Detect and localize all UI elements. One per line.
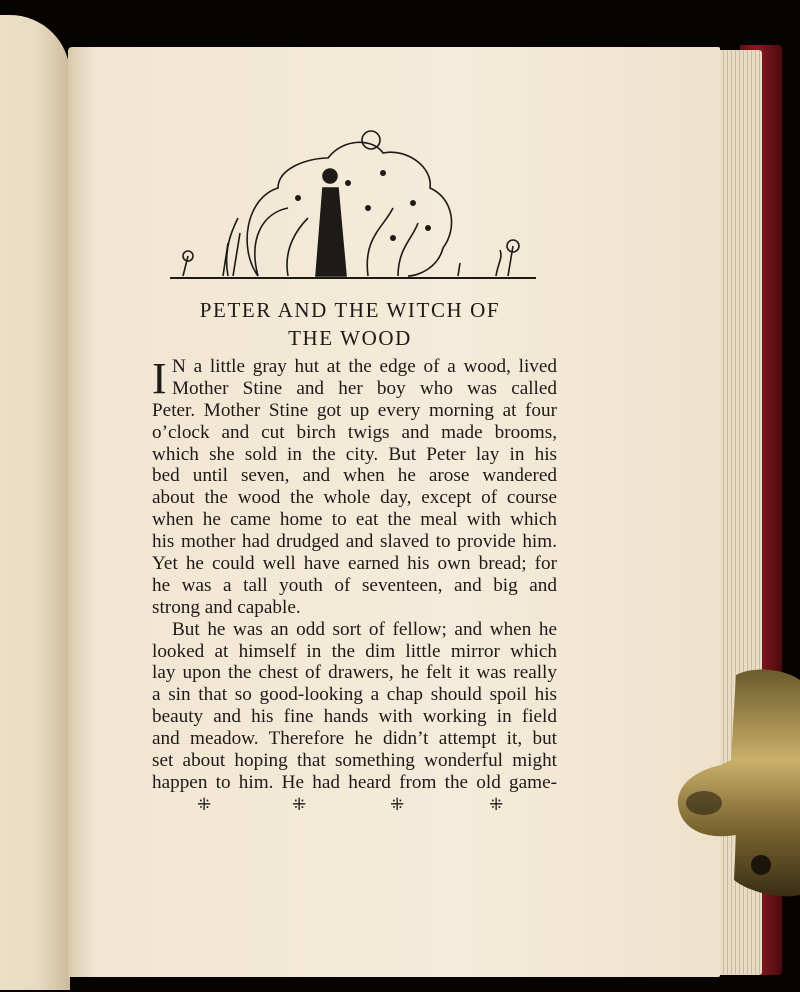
- text-line: beauty and his fine hands with working in field: [152, 706, 557, 728]
- brass-clasp: [676, 665, 800, 900]
- text-line: lay upon the chest of drawers, he felt it was really: [152, 662, 557, 684]
- ornament-icon: ⁜: [197, 795, 212, 814]
- text-line: looked at himself in the dim little mirror which: [152, 640, 557, 662]
- text-line: Yet he could well have earned his own bread; for: [152, 553, 557, 575]
- text-line: about the wood the whole day, except of course: [152, 487, 557, 509]
- chapter-title-line-1: PETER AND THE WITCH OF: [199, 298, 501, 322]
- text-line: Mother Stine and her boy who was called: [172, 377, 557, 399]
- text-line: But he was an odd sort of fellow; and when he: [172, 618, 557, 640]
- text-line: his mother had drudged and slaved to provide him.: [152, 531, 557, 553]
- text-line: and meadow. Therefore he didn’t attempt it, but: [152, 728, 557, 750]
- woodcut-illustration: [168, 128, 540, 283]
- ornament-icon: ⁜: [489, 795, 504, 814]
- text-line: Peter. Mother Stine got up every morning at four: [152, 399, 557, 421]
- body-text: [152, 356, 557, 794]
- text-line: a sin that so good-looking a chap should spoil his: [152, 684, 557, 706]
- text-line: set about hoping that something wonderful might: [152, 750, 557, 772]
- left-page: [0, 15, 70, 990]
- ornament-icon: ⁜: [292, 795, 307, 814]
- text-line: happen to him. He had heard from the old game-: [152, 771, 557, 793]
- text-line: o’clock and cut birch twigs and made brooms,: [152, 421, 557, 443]
- text-line: he was a tall youth of seventeen, and big and: [152, 574, 557, 596]
- text-line: strong and capable.: [152, 596, 301, 618]
- chapter-title-line-2: THE WOOD: [288, 326, 412, 350]
- ornament-icon: ⁜: [390, 795, 405, 814]
- text-line: which she sold in the city. But Peter lay in his: [152, 443, 557, 465]
- text-line: N a little gray hut at the edge of a wood, lived: [172, 356, 557, 377]
- text-line: bed until seven, and when he arose wandered: [152, 465, 557, 487]
- drop-cap: I: [152, 354, 167, 403]
- text-line: when he came home to eat the meal with which: [152, 509, 557, 531]
